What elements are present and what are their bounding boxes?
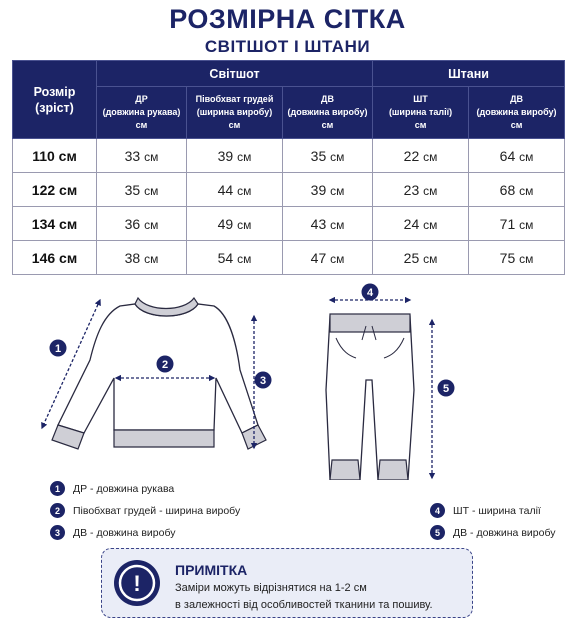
measurement-value: 47 — [310, 249, 327, 266]
measurement-value: 64 — [499, 147, 516, 164]
measurement-value: 39 — [310, 181, 327, 198]
measurement-unit: см — [519, 217, 534, 232]
measurement-value: 71 — [499, 215, 516, 232]
legend-item-sweatshirt-length — [50, 525, 175, 540]
measurement-cell — [97, 139, 187, 173]
exclamation-icon — [114, 560, 160, 606]
measurement-unit: см — [144, 149, 159, 164]
measurement-value: 49 — [217, 215, 234, 232]
measurement-value: 39 — [217, 147, 234, 164]
column-header-sleeve-length: ДР (довжина рукава) см — [97, 87, 187, 139]
measurement-value: 22 — [403, 147, 420, 164]
measurement-value: 38 — [124, 249, 141, 266]
measurement-unit: см — [237, 149, 252, 164]
measurement-unit: см — [237, 217, 252, 232]
legend-label: ДР - довжина рукава — [73, 482, 175, 495]
svg-text:4: 4 — [366, 287, 374, 299]
measurement-cell — [97, 241, 187, 275]
measurement-cell — [469, 139, 565, 173]
measurement-value: 36 — [124, 215, 141, 232]
svg-text:2: 2 — [161, 359, 169, 371]
sweatshirt-illustration — [52, 298, 266, 449]
legend-label: ДВ - довжина виробу — [453, 526, 556, 539]
size-cell: 110 см — [13, 139, 97, 173]
table-row — [13, 173, 565, 207]
measurement-value: 35 — [310, 147, 327, 164]
legend-label: ШТ - ширина талії — [453, 504, 541, 517]
marker-3 — [255, 372, 272, 389]
note-text-line-2: в залежності від особливостей тканини та пошиву. — [175, 599, 433, 611]
number-4-icon: 4 — [430, 503, 445, 518]
measurement-cell — [97, 207, 187, 241]
measurement-unit: см — [330, 149, 345, 164]
table-row — [13, 139, 565, 173]
legend-item-sleeve-length — [50, 481, 174, 496]
column-header-half-chest: Півобхват грудей (ширина виробу) см — [187, 87, 283, 139]
measurement-cell — [283, 207, 373, 241]
measurement-unit: см — [519, 251, 534, 266]
measurement-unit: см — [519, 149, 534, 164]
marker-1 — [50, 340, 67, 357]
page-title: РОЗМІРНА СІТКА — [169, 4, 406, 34]
measurement-cell — [373, 139, 469, 173]
marker-4 — [362, 284, 379, 301]
measurement-value: 25 — [403, 249, 420, 266]
measurement-value: 23 — [403, 181, 420, 198]
measurement-cell — [373, 241, 469, 275]
measurement-cell — [373, 173, 469, 207]
legend-label: ДВ - довжина виробу — [73, 526, 176, 539]
measurement-unit: см — [519, 183, 534, 198]
table-row — [13, 241, 565, 275]
number-1-icon: 1 — [50, 481, 65, 496]
measurement-value: 68 — [499, 181, 516, 198]
measurement-unit: см — [330, 217, 345, 232]
measurement-cell — [187, 139, 283, 173]
legend-item-pants-length — [430, 525, 555, 540]
measurement-unit: см — [423, 251, 438, 266]
svg-text:3: 3 — [259, 375, 267, 387]
measurement-value: 35 — [124, 181, 141, 198]
note-text-line-1: Заміри можуть відрізнятися на 1-2 см — [175, 582, 367, 594]
size-cell: 122 см — [13, 173, 97, 207]
number-2-icon: 2 — [50, 503, 65, 518]
column-header-waist-width: ШТ (ширина талії) см — [373, 87, 469, 139]
measurement-cell — [283, 241, 373, 275]
measurement-value: 54 — [217, 249, 234, 266]
measurement-unit: см — [144, 251, 159, 266]
marker-2 — [157, 356, 174, 373]
legend-label: Півобхват грудей - ширина виробу — [73, 504, 241, 517]
measurement-cell — [373, 207, 469, 241]
measurement-value: 24 — [403, 215, 420, 232]
measurement-value: 44 — [217, 181, 234, 198]
measurement-cell — [283, 139, 373, 173]
measurement-unit: см — [144, 183, 159, 198]
svg-text:5: 5 — [442, 383, 450, 395]
number-3-icon: 3 — [50, 525, 65, 540]
measurement-diagrams — [0, 280, 575, 480]
measurement-unit: см — [237, 183, 252, 198]
marker-5 — [438, 380, 455, 397]
size-table — [12, 60, 565, 275]
legend-item-half-chest — [50, 503, 240, 518]
measurement-cell — [187, 241, 283, 275]
measurement-cell — [283, 173, 373, 207]
measurement-unit: см — [423, 183, 438, 198]
measurement-cell — [469, 207, 565, 241]
measurement-value: 75 — [499, 249, 516, 266]
group-header-sweatshirt: Світшот — [97, 61, 373, 87]
size-cell: 146 см — [13, 241, 97, 275]
legend-item-waist-width — [430, 503, 541, 518]
measurement-unit: см — [144, 217, 159, 232]
measurement-cell — [97, 173, 187, 207]
note-title: ПРИМІТКА — [175, 562, 248, 578]
table-row — [13, 207, 565, 241]
measurement-cell — [469, 241, 565, 275]
page-subtitle: СВІТШОТ І ШТАНИ — [204, 37, 371, 56]
pants-illustration — [326, 314, 414, 480]
measurement-unit: см — [330, 251, 345, 266]
measurement-unit: см — [237, 251, 252, 266]
measurement-value: 33 — [124, 147, 141, 164]
column-header-sweatshirt-length: ДВ (довжина виробу) см — [283, 87, 373, 139]
measurement-unit: см — [423, 217, 438, 232]
measurement-unit: см — [423, 149, 438, 164]
measurement-unit: см — [330, 183, 345, 198]
number-5-icon: 5 — [430, 525, 445, 540]
svg-text:1: 1 — [54, 343, 62, 355]
svg-text:!: ! — [133, 571, 141, 596]
measurement-value: 43 — [310, 215, 327, 232]
column-header-pants-length: ДВ (довжина виробу) см — [469, 87, 565, 139]
size-column-header: Розмір (зріст) — [13, 61, 97, 139]
size-cell: 134 см — [13, 207, 97, 241]
note-box — [101, 548, 473, 618]
group-header-pants: Штани — [373, 61, 565, 87]
measurement-cell — [187, 207, 283, 241]
measurement-cell — [469, 173, 565, 207]
measurement-cell — [187, 173, 283, 207]
